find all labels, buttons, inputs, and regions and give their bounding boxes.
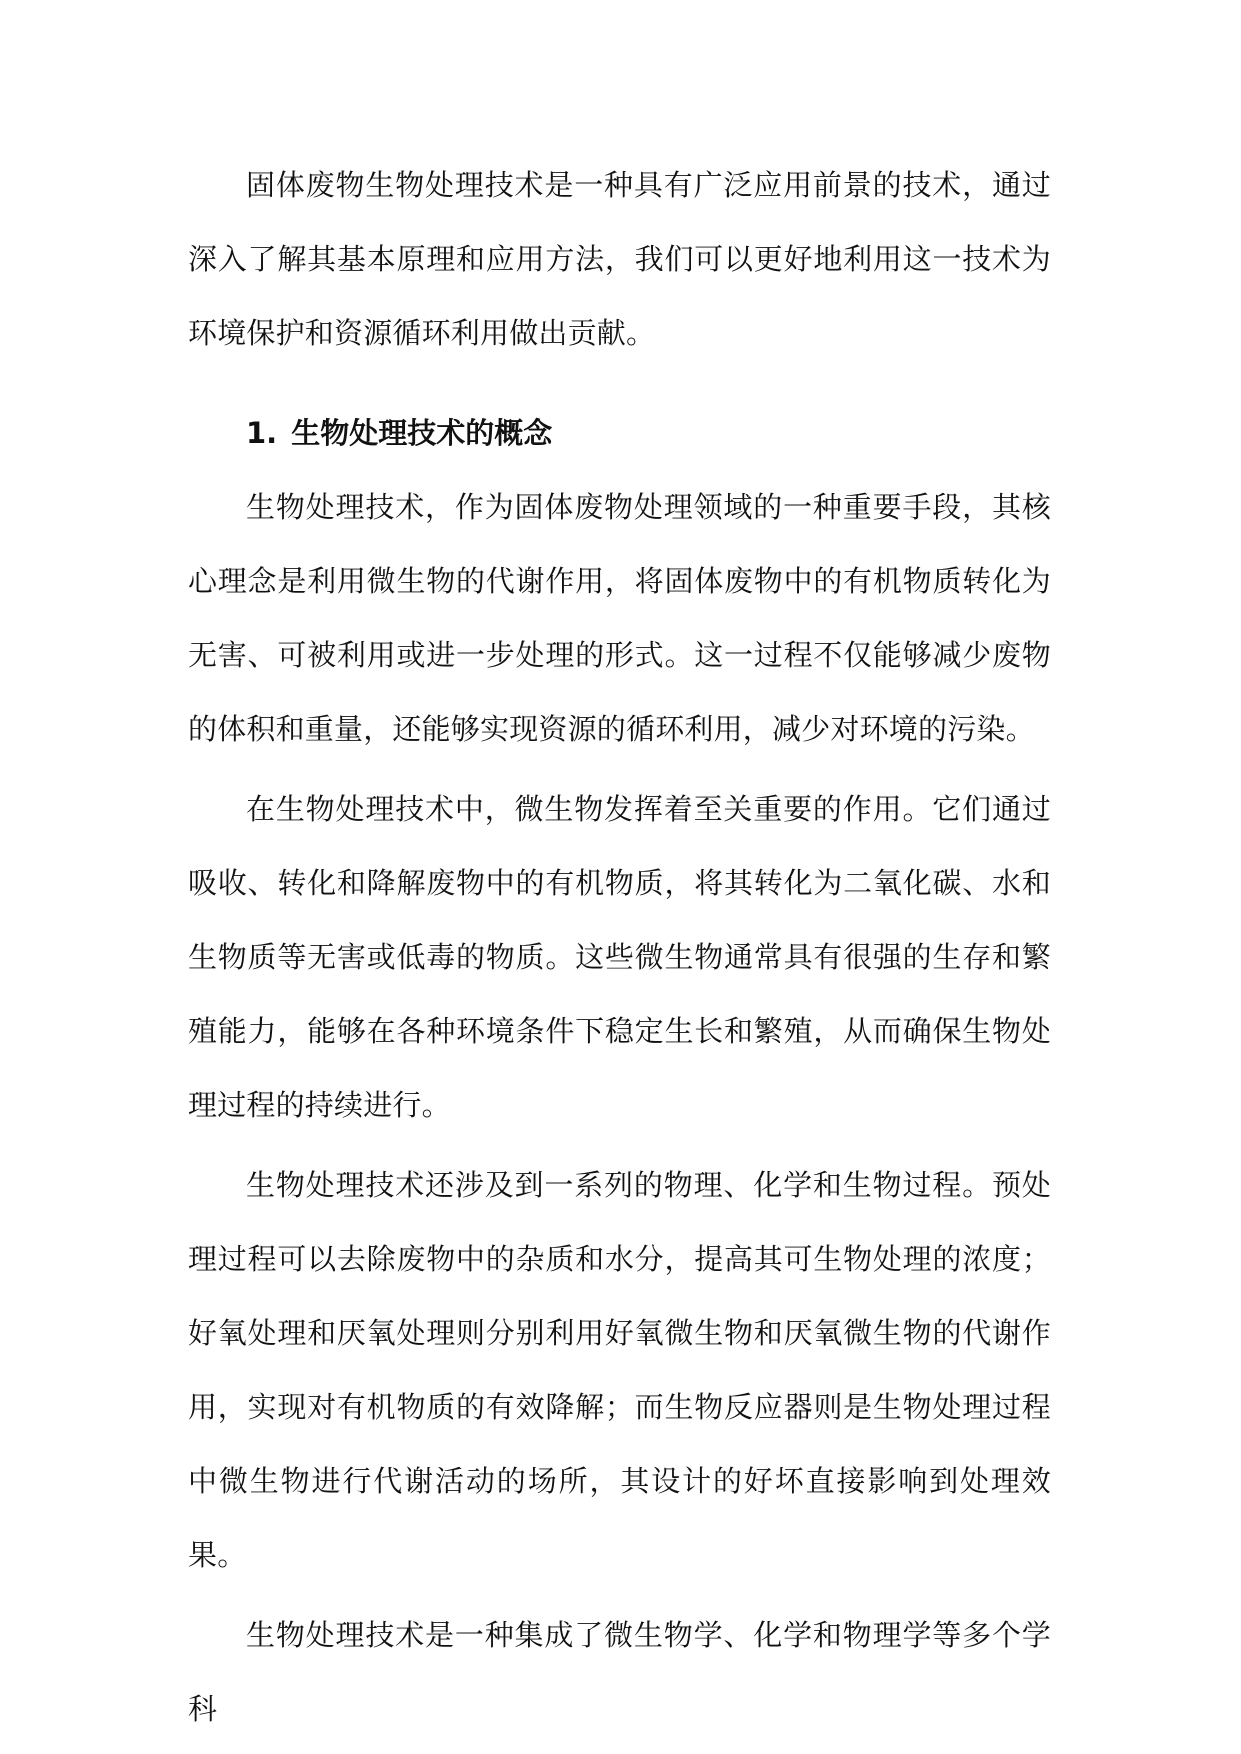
body-paragraph: 生物处理技术还涉及到一系列的物理、化学和生物过程。预处理过程可以去除废物中的杂质和水分，提高其可生物处理的浓度；好氧处理和厌氧处理则分别利用好氧微生物和厌氧微生物的代谢作用，实现对有机物质的有效降解；而生物反应器则是生物处理过程中微生物进行代谢活动的场所，其设计的好坏直接影响到处理效果。: [188, 1168, 1051, 1572]
body-paragraph: 在生物处理技术中，微生物发挥着至关重要的作用。它们通过吸收、转化和降解废物中的有机物质，将其转化为二氧化碳、水和生物质等无害或低毒的物质。这些微生物通常具有很强的生存和繁殖能力，能够在各种环境条件下稳定生长和繁殖，从而确保生物处理过程的持续进行。: [188, 792, 1051, 1122]
body-paragraph: 生物处理技术，作为固体废物处理领域的一种重要手段，其核心理念是利用微生物的代谢作用，将固体废物中的有机物质转化为无害、可被利用或进一步处理的形式。这一过程不仅能够减少废物的体积和重量，还能够实现资源的循环利用，减少对环境的污染。: [188, 490, 1051, 746]
document-page: [188, 148, 1051, 1746]
section-title: 生物处理技术的概念: [291, 416, 553, 450]
section-heading: [188, 396, 1051, 470]
intro-paragraph: 固体废物生物处理技术是一种具有广泛应用前景的技术，通过深入了解其基本原理和应用方法，我们可以更好地利用这一技术为环境保护和资源循环利用做出贡献。: [188, 168, 1051, 350]
section-number: 1.: [246, 416, 278, 450]
body-paragraph: 生物处理技术是一种集成了微生物学、化学和物理学等多个学科: [188, 1618, 1051, 1726]
